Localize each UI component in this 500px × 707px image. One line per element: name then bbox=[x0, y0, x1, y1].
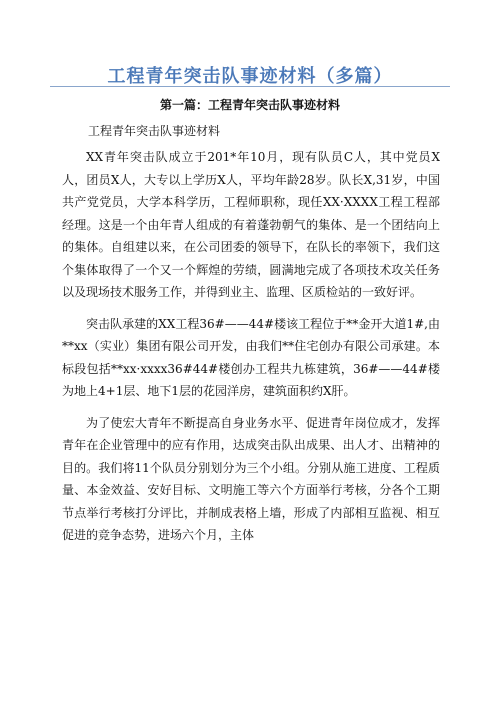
paragraph: 为了使宏大青年不断提高自身业务水平、促进青年岗位成才，发挥青年在企业管理中的应有作用，达成突击队出成果、出人才、出精神的目的。我们将11个队员分别划分为三个小组。分别从施工进度、工程质量、本金效益、安好目标、文明施工等六个方面举行考核，分各个工期节点举行考核打分评比，并制成表格上墙，形成了内部相互监视、相互促进的竞争态势，进场六个月，主体 bbox=[62, 415, 440, 542]
document-title: 工程青年突击队事迹材料（多篇） bbox=[107, 66, 393, 87]
document-subtitle: 第一篇：工程青年突击队事迹材料 bbox=[159, 98, 340, 112]
paragraph: XX青年突击队成立于201*年10月，现有队员C人，其中党员X人，团员X人，大专以上学历X人，平均年龄28岁。队长X,31岁，中国共产党党员，大学本科学历，工程师职称，现任XX·XXXX工程工程部经理。这是一个由年青人组成的有着蓬勃朝气的集体、是一个团结向上的集体。自组建以来，在公司团委的领导下，在队长的率领下，我们这个集体取得了一个又一个辉煌的劳绩，圆满地完成了各项技术攻关任务以及现场技术服务工作，并得到业主、监理、区质检站的一致好评。 bbox=[62, 150, 440, 299]
document-body bbox=[62, 146, 440, 556]
paragraph: 突击队承建的XX工程36#——44#楼该工程位于**金开大道1#,由**xx（实业）集团有限公司开发，由我们**住宅创办有限公司承建。本标段包括**xx·xxxx36#44#楼创办工程共九栋建筑，36#——44#楼为地上4+1层、地下1层的花园洋房，建筑面积约X肝。 bbox=[62, 316, 440, 398]
section-label: 工程青年突击队事迹材料 bbox=[88, 124, 221, 138]
title-divider bbox=[50, 86, 450, 87]
